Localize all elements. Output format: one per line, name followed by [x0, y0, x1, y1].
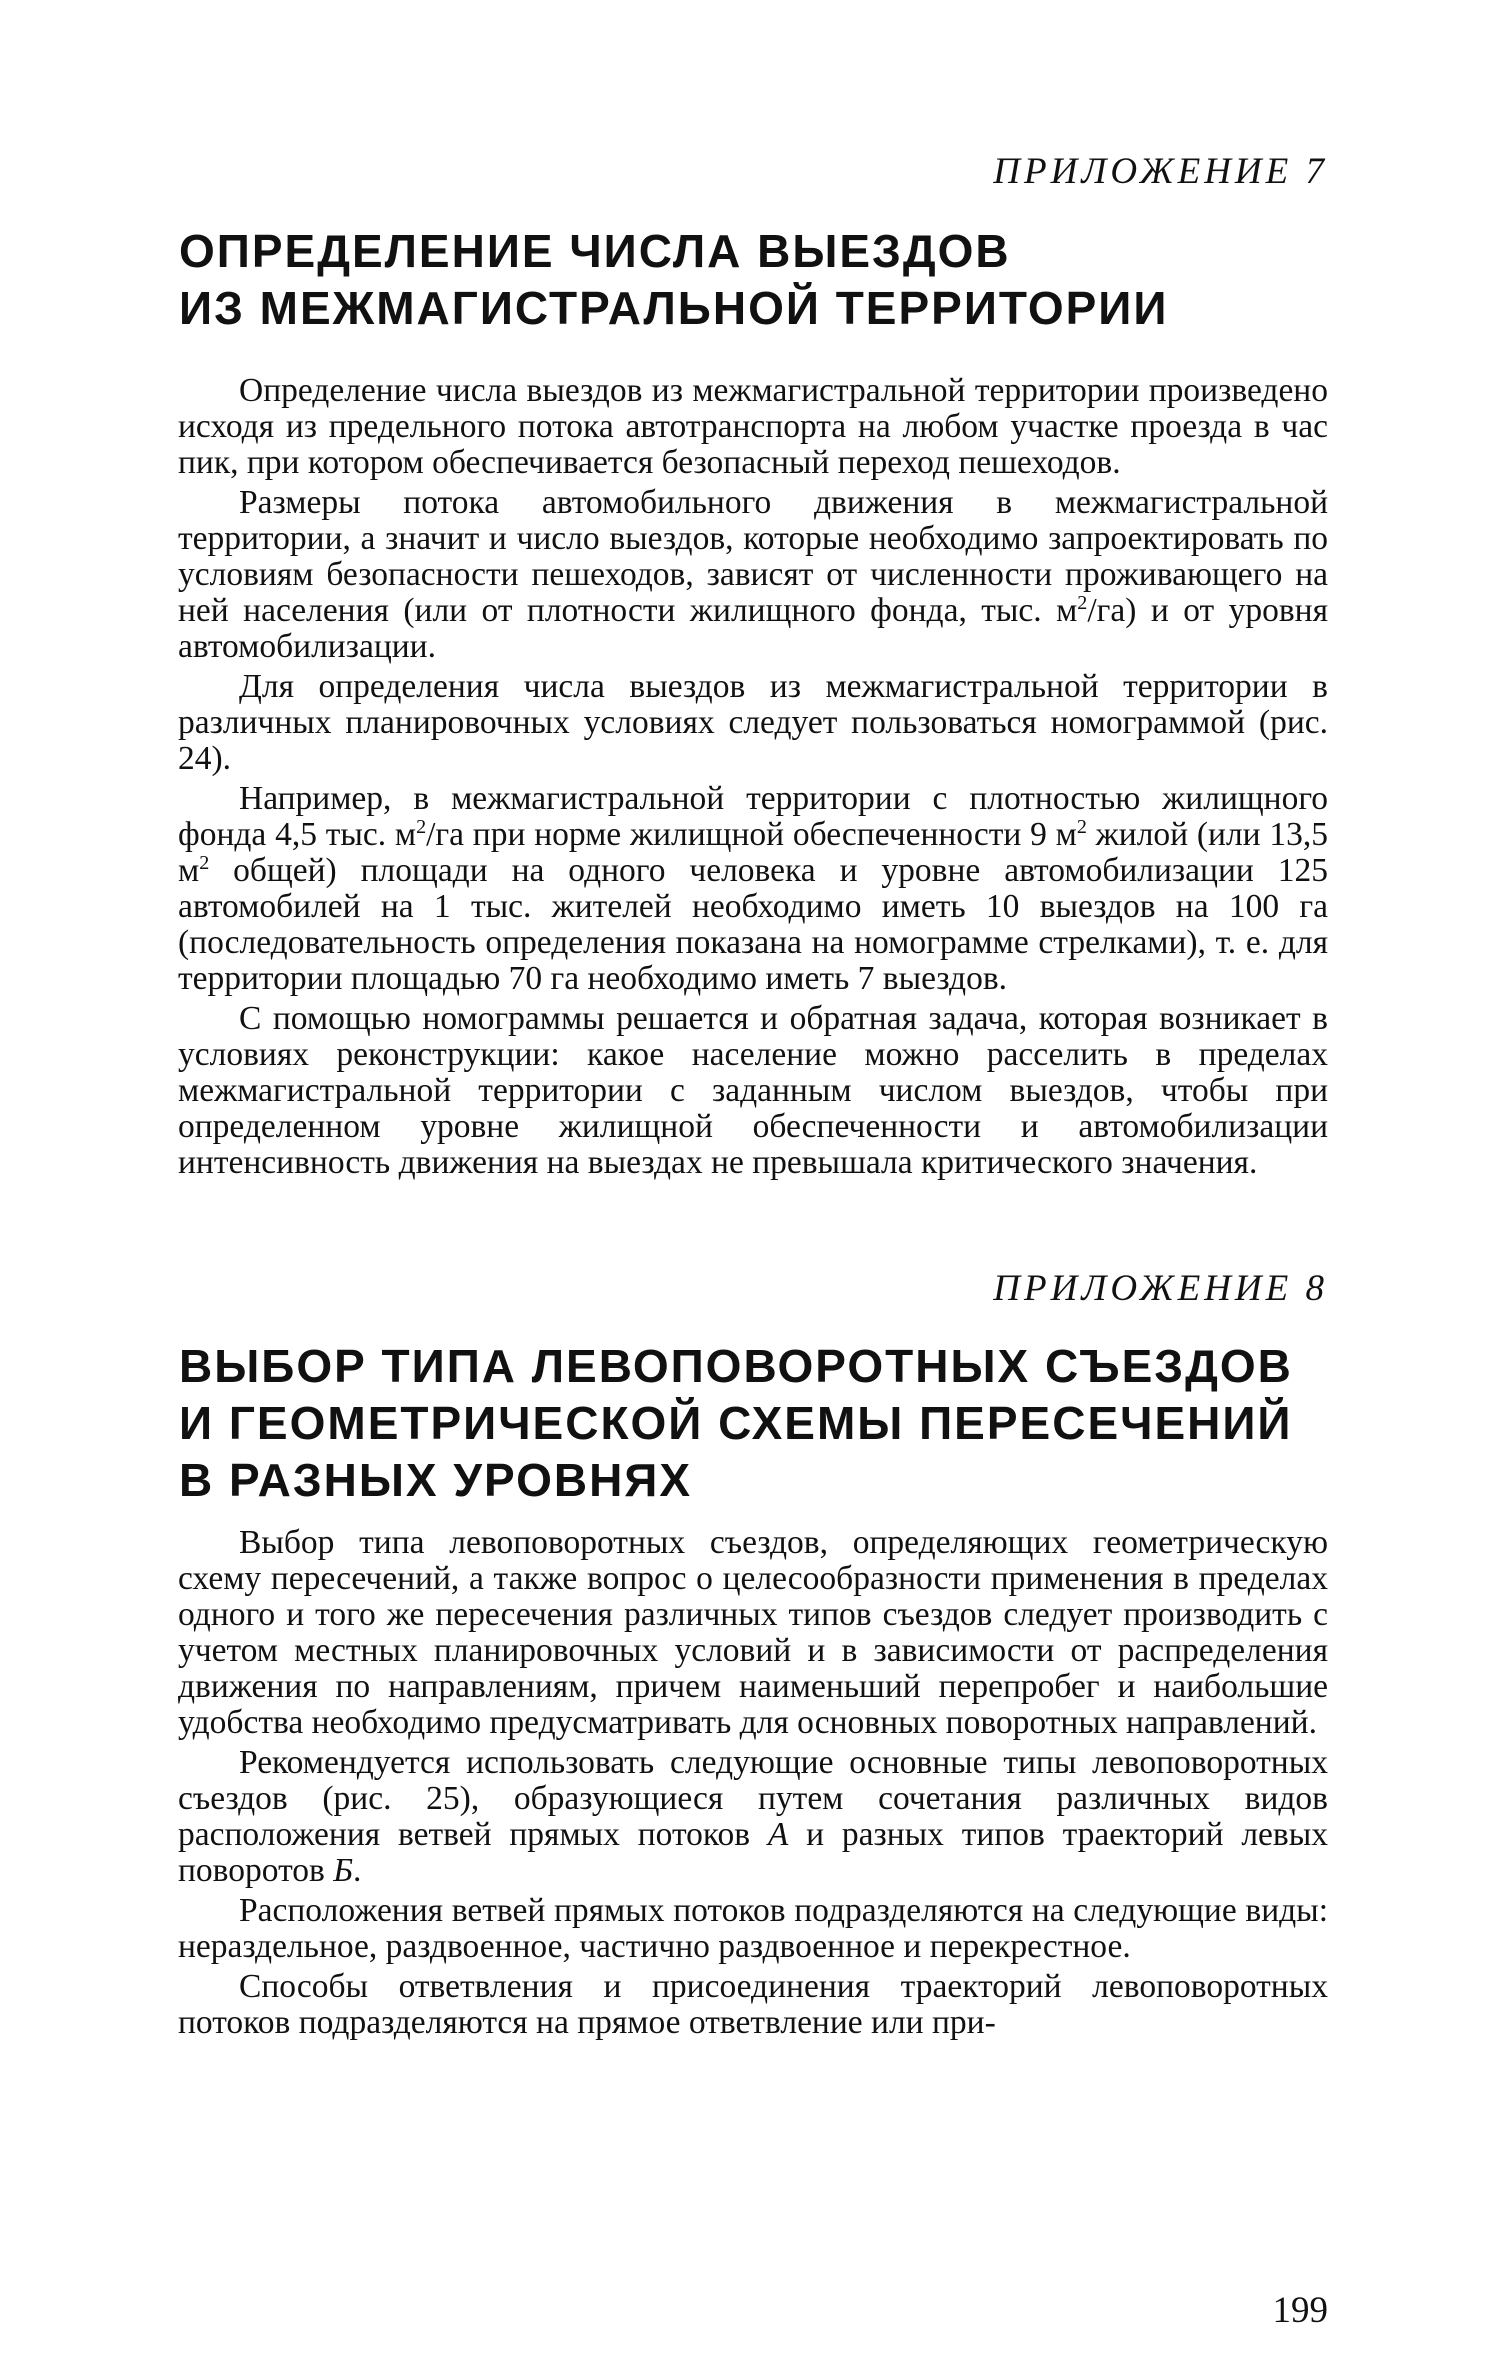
italic-letter: Б: [333, 1852, 353, 1889]
appendix-8-paragraph-1: Выбор типа левоповоротных съездов, определяющих геометрическую схему пересечений, а также вопрос о целесообразности применения в пределах одного и того же пересечения различных типов съездов следует производить с учетом местных планировочных условий и в зависимости от распределения движения по направлениям, причем наименьший перепробег и наибольшие удобства необходимо предусматривать для основных поворотных направлений.: [178, 1524, 1328, 1741]
appendix-8-title-line-1: ВЫБОР ТИПА ЛЕВОПОВОРОТНЫХ СЪЕЗДОВ: [179, 1340, 1293, 1392]
paragraph-text: жилой (или 13,5 м: [178, 816, 1328, 889]
superscript: 2: [1077, 591, 1088, 614]
paragraph-text: Например, в межмагистральной территории с плотностью жилищного фонда 4,5 тыс. м: [178, 780, 1328, 853]
appendix-7-title-line-1: ОПРЕДЕЛЕНИЕ ЧИСЛА ВЫЕЗДОВ: [179, 225, 1011, 277]
paragraph-text: общей) площади на одного человека и уровне автомобилизации 125 автомобилей на 1 тыс. жителей необходимо иметь 10 выездов на 100 га (последовательность определения показана на номограмме стрелками), т. е. для территории площадью 70 га необходимо иметь 7 выездов.: [178, 852, 1328, 997]
superscript: 2: [416, 815, 427, 838]
appendix-7-paragraph-5: С помощью номограммы решается и обратная задача, которая возникает в условиях реконструкции: какое население можно расселить в пределах межмагистральной территории с заданным числом выездов, чтобы при определенном уровне жилищной обеспеченности и автомобилизации интенсивность движения на выездах не превышала критического значения.: [178, 1000, 1328, 1181]
appendix-8-title-line-3: В РАЗНЫХ УРОВНЯХ: [179, 1454, 693, 1506]
appendix-7-title: [179, 223, 1329, 337]
appendix-8-paragraph-3: Расположения ветвей прямых потоков подразделяются на следующие виды: нераздельное, раздвоенное, частично раздвоенное и перекрестное.: [178, 1892, 1328, 1965]
appendix-8-body: [178, 1525, 1328, 2045]
appendix-8-paragraph-4: Способы ответвления и присоединения траекторий левоповоротных потоков подразделяются на прямое ответвление или при-: [178, 1968, 1328, 2041]
appendix-7-paragraph-3: Для определения числа выездов из межмагистральной территории в различных планировочных условиях следует пользоваться номограммой (рис. 24).: [178, 668, 1328, 777]
appendix-7-body: [178, 373, 1328, 1185]
paragraph-text: и разных типов траекторий левых поворотов: [178, 1816, 1328, 1889]
appendix-8-label: ПРИЛОЖЕНИЕ 8: [993, 1268, 1328, 1309]
paragraph-text: /га) и от уровня автомобилизации.: [178, 592, 1328, 665]
italic-letter: А: [767, 1816, 789, 1853]
superscript: 2: [1076, 815, 1087, 838]
superscript: 2: [199, 851, 210, 874]
paragraph-text: /га при норме жилищной обеспеченности 9 м: [426, 816, 1077, 853]
page-number: 199: [1272, 2290, 1328, 2331]
paragraph-text: Рекомендуется использовать следующие основные типы левоповоротных съездов (рис. 25), образующиеся путем сочетания различных видов расположения ветвей прямых потоков: [178, 1744, 1328, 1853]
appendix-7-paragraph-4: [178, 781, 1328, 997]
paragraph-text: Размеры потока автомобильного движения в межмагистральной территории, а значит и число выездов, которые необходимо запроектировать по условиям безопасности пешеходов, зависят от численности проживающего на ней населения (или от плотности жилищного фонда, тыс. м: [178, 484, 1328, 629]
appendix-7-title-line-2: ИЗ МЕЖМАГИСТРАЛЬНОЙ ТЕРРИТОРИИ: [179, 282, 1169, 334]
paragraph-text: .: [352, 1852, 362, 1889]
appendix-7-paragraph-1: Определение числа выездов из межмагистральной территории произведено исходя из предельного потока автотранспорта на любом участке проезда в час пик, при котором обеспечивается безопасный переход пешеходов.: [178, 372, 1328, 481]
appendix-8-paragraph-2: [178, 1745, 1328, 1889]
appendix-8-title: [179, 1338, 1329, 1509]
appendix-7-label: ПРИЛОЖЕНИЕ 7: [993, 151, 1328, 192]
appendix-7-paragraph-2: [178, 485, 1328, 665]
appendix-8-title-line-2: И ГЕОМЕТРИЧЕСКОЙ СХЕМЫ ПЕРЕСЕЧЕНИЙ: [179, 1397, 1293, 1449]
